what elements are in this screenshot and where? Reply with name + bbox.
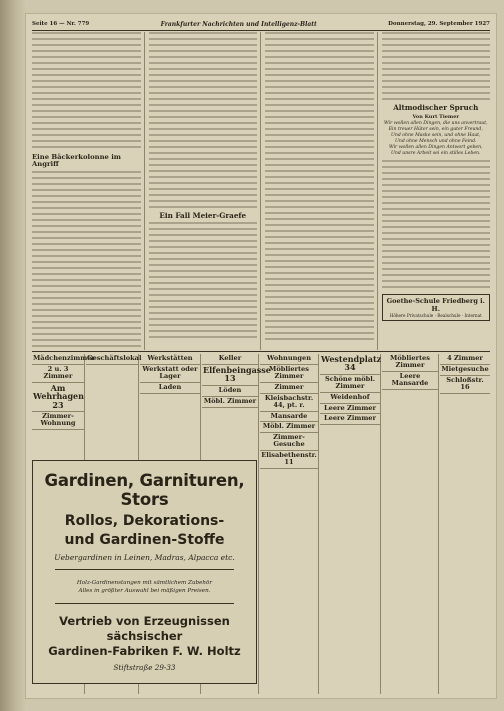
poem-author: Von Kurt Tiemer [412,113,460,120]
column-3 [265,32,378,350]
header-left: Seite 16 — Nr. 779 [32,21,90,27]
classified-ad [86,354,142,365]
classified-ad [260,412,318,423]
newspaper-page [26,14,496,698]
classified-column-g [382,354,439,694]
ad-headline: Elisabethenstr. 11 [261,451,317,467]
ad-headline: Zimmer-Wohnung [40,411,76,427]
ad-divider [55,569,234,570]
ad-detail-line: Holz-Gardinenstangen mit sämtlichem Zubehör [76,580,213,586]
ad-description: Uebergardinen in Leinen, Madras, Alpacca etc. [54,553,235,562]
classified-ad [320,414,380,425]
classified-column-f [320,354,381,694]
ad-address: Stiftstraße 29-33 [113,662,176,672]
classified-ad [202,354,258,365]
ad-headline: Gardinen, Garnituren, Stors [44,471,245,509]
ad-headline: Zimmer [274,382,304,391]
ad-headline: Wohnungen [266,354,312,362]
ad-headline: Werkstatt oder Lager [142,364,198,380]
ad-headline: Werkstätten [147,354,193,362]
classified-ad [440,354,490,365]
classified-ad [382,354,438,372]
ad-headline: Möbliertes Zimmer [390,354,430,369]
poem-line: Ein treuer Hüter sein, ein guter Freund, [388,126,483,132]
poem-line: Und ohne Mensch und ohne Feind. [395,138,477,144]
classified-ad [32,383,84,412]
header-date: Donnerstag, 29. September 1927 [388,21,490,27]
poem-line: Wir wollen allen Dingen Antwort geben, [388,144,483,150]
classified-ad [320,404,380,415]
ad-headline: Mansarde [270,411,308,420]
article-columns [32,32,490,350]
classified-ad [260,422,318,433]
ad-headline: Kleisbachstr. 44, pt. r. [264,393,314,409]
ad-headline: Löden [218,385,242,394]
column-4 [382,32,491,350]
poem-text [382,121,491,157]
classified-ad [440,376,490,394]
ad-headline: Weidenhof [330,392,370,401]
ad-divider [55,603,234,604]
classified-ad [140,365,200,383]
classified-column-e [260,354,319,694]
school-ad-title: Goethe-Schule Friedberg i. H. [386,296,485,313]
classified-ad [320,354,380,375]
ad-headline: Mietgesuche [441,364,489,373]
ad-headline: Schöne möbl. Zimmer [324,374,376,390]
page-header [32,18,490,31]
poem-title: Altmodischer Spruch [393,103,479,112]
ad-headline: 4 Zimmer [447,354,483,362]
article-text [149,32,258,210]
ad-headline: Geschäftslokal [87,354,142,362]
ad-headline: Laden [158,382,182,391]
classified-ad [32,365,84,383]
classified-ad [320,393,380,404]
column-1 [32,32,145,350]
ad-headline: Zimmer-Gesuche [273,433,305,449]
article-text [265,32,374,342]
classified-ad [260,365,318,383]
article-heading: Ein Fall Meier-Graefe [159,211,247,220]
ad-headline: Möbl. Zimmer [262,422,316,431]
classified-ad [382,372,438,390]
ad-subheadline: Rollos, Dekorations- [64,513,225,529]
ad-headline: Schloßstr. 16 [446,375,484,391]
ad-headline: Westendplatz 34 [321,354,382,373]
classified-ad [32,412,84,430]
ad-vendor-line: Gardinen-Fabriken F. W. Holtz [48,643,241,658]
ad-headline: Leere Zimmer [324,403,376,412]
ad-headline: Leere Mansarde [391,371,429,387]
article-text [382,160,491,290]
classified-ad [260,383,318,394]
classified-ad [260,354,318,365]
poem-line: Wir wollen allen Dingen, die uns anvertraut, [383,120,488,126]
ad-headline: Keller [218,354,242,362]
classified-ad [320,375,380,393]
classified-column-h [440,354,490,694]
classified-ad [202,397,258,408]
poem-line: Und unsre Arbeit sei ein stilles Leben. [391,150,481,156]
ad-headline: Elfenbeingasse 13 [203,364,271,384]
article-text [149,222,258,342]
ad-headline: Mädchenzimmer [33,354,95,362]
classified-ad [440,365,490,376]
classified-ad [260,433,318,451]
ad-detail-line: Alles in größter Auswahl bei mäßigen Preisen. [78,588,211,595]
classified-ad [140,383,200,394]
classified-ad [260,394,318,412]
ad-details [33,579,256,596]
article-heading: Eine Bäckerkolonne im Angriff [32,153,122,169]
ad-vendor-line: Vertrieb von Erzeugnissen sächsischer [59,613,230,643]
school-advertisement [382,294,491,321]
ad-headline: Am Wehrhagen 23 [33,382,84,410]
curtain-advertisement [32,460,257,684]
ad-headline: Möbliertes Zimmer [269,364,309,380]
book-binding-edge [0,0,26,711]
ad-vendor [33,614,256,659]
masthead-title: Frankfurter Nachrichten und Intelligenz-Blatt [160,20,317,28]
article-text [32,171,141,351]
ad-subheadline: und Gardinen-Stoffe [64,532,225,548]
column-2 [149,32,262,350]
school-ad-subtitle: Höhere Privatschule · Realschule · Internat [389,312,482,318]
classified-ad [202,364,271,386]
article-text [32,32,141,152]
poem-line: Und ohne Maske sein, und ohne Haut, [391,132,481,138]
classified-ad [140,354,200,365]
ad-headline: 2 u. 3 Zimmer [43,364,73,380]
classified-ad [32,354,95,365]
ad-headline: Leere Zimmer [324,414,376,423]
classified-ad [260,451,318,469]
article-text [382,32,491,102]
ad-headline: Möbl. Zimmer [203,396,257,405]
classified-ads-section [32,351,490,694]
classified-ad [202,386,258,397]
